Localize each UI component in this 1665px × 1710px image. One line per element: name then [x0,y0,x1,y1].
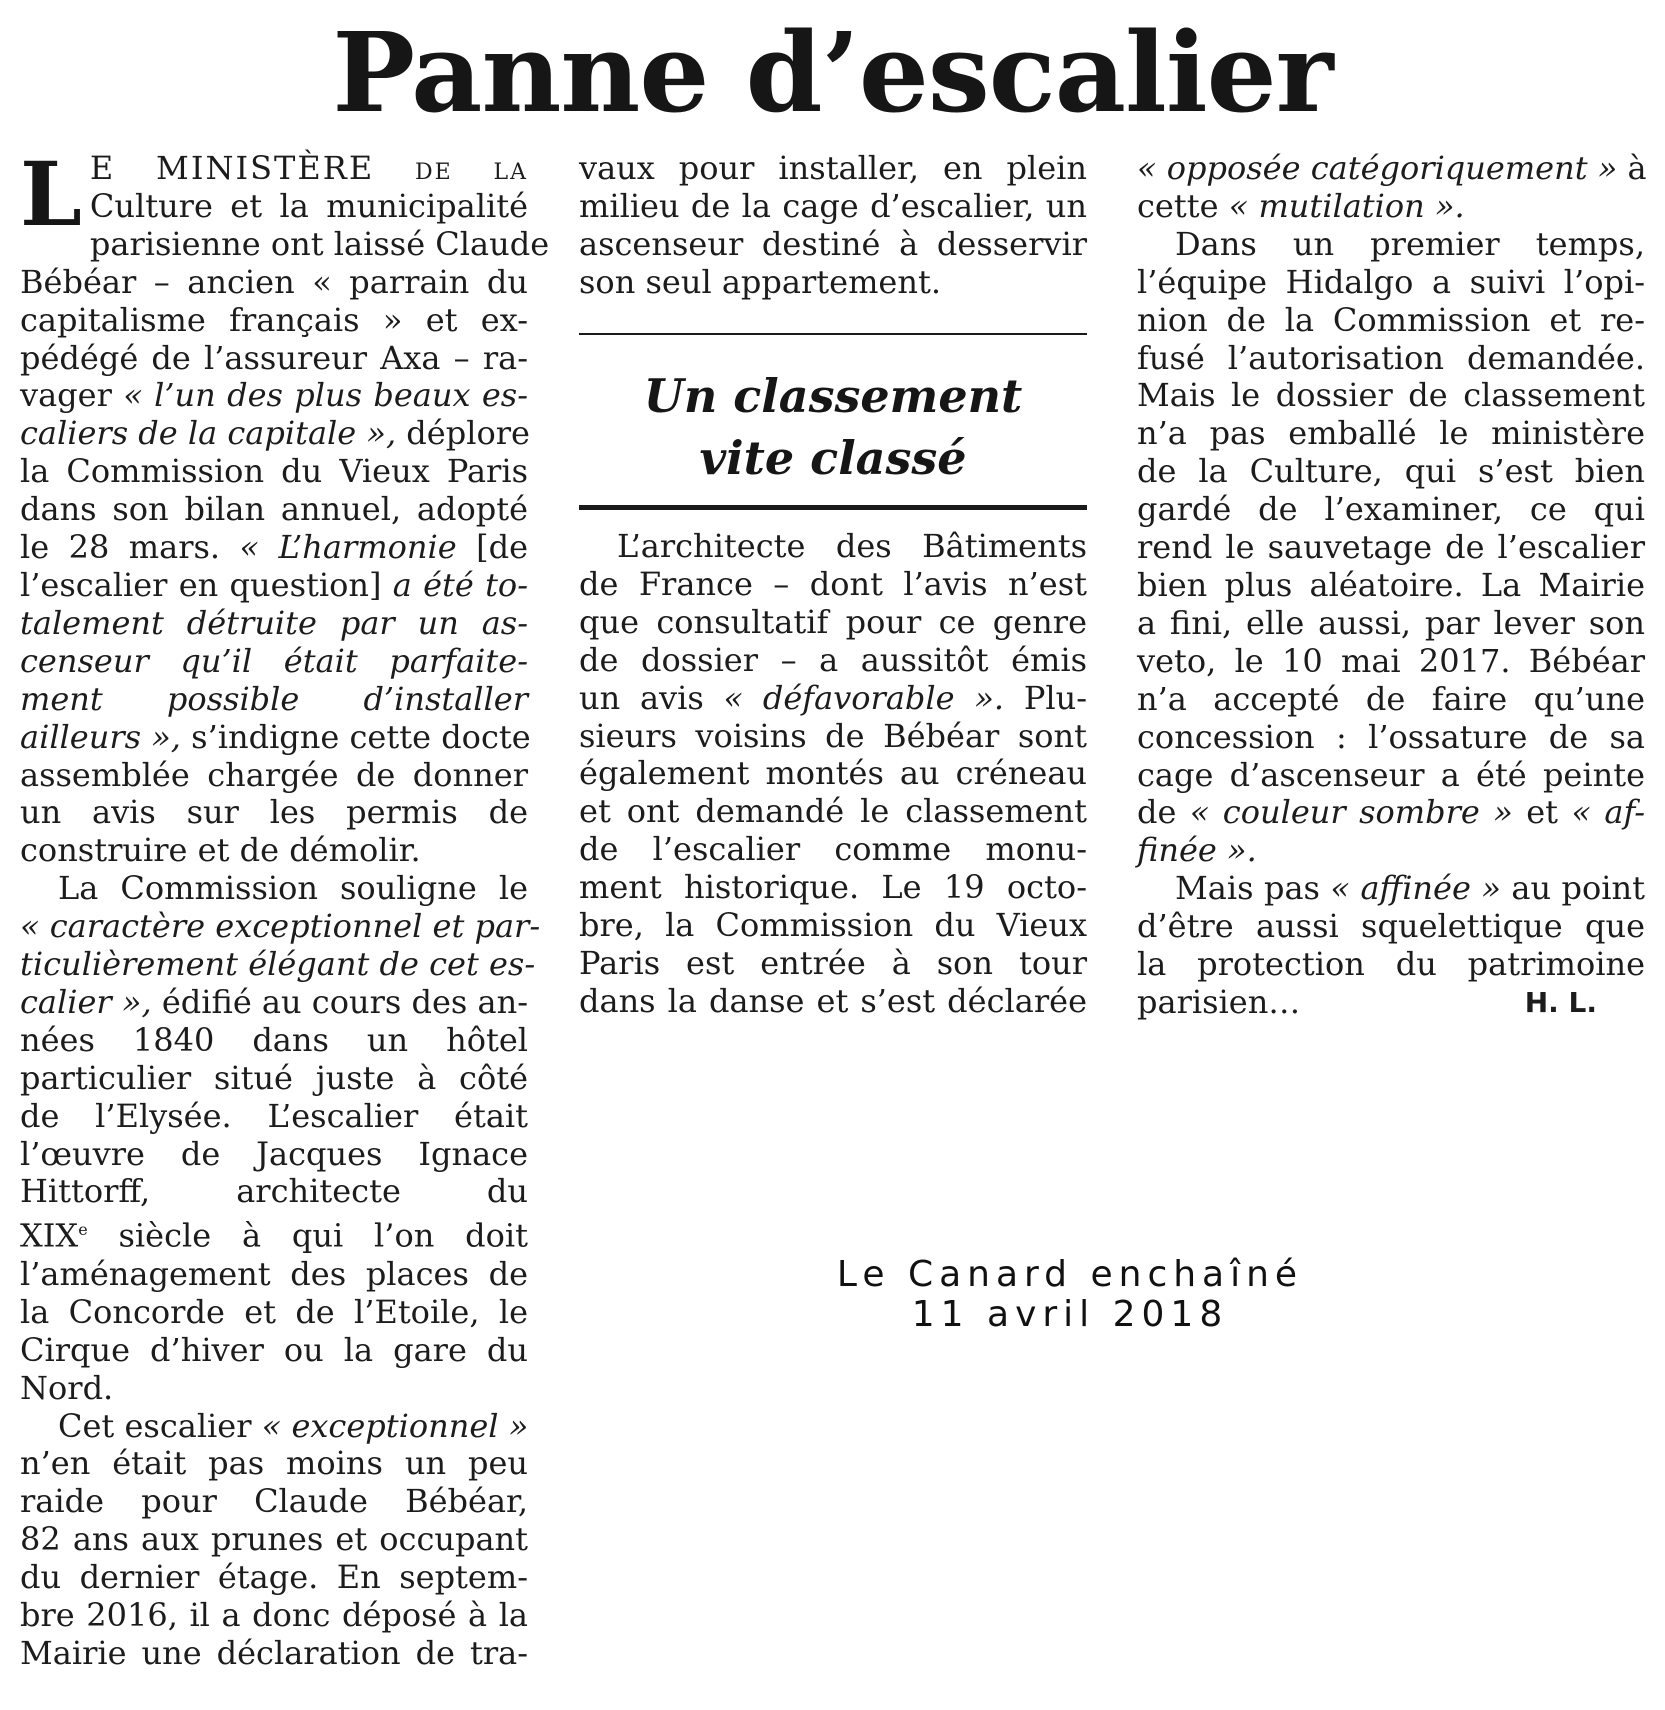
text-line: la Commission du Vieux Paris [20,452,528,491]
text-line: nées 1840 dans un hôtel [20,1020,528,1059]
text-run: déplore [396,414,530,453]
quote-run: « l’un des plus beaux es- [123,376,529,415]
text-line: finée ». [1137,831,1257,870]
text-line: La Commission souligne le [58,869,528,908]
text-run: édifié au cours des an- [151,982,529,1021]
quote-run: caliers de la capitale », [20,414,397,453]
divider-rule [579,505,1087,510]
text-run: et [1512,793,1572,832]
text-line: ment possible d’installer [20,679,528,718]
source-caption [700,1255,1440,1335]
text-run: un avis [579,678,724,717]
text-run: parisien… [1137,982,1301,1021]
text-line: parisienne ont laissé Claude [89,224,550,263]
text-run: Cet escalier [58,1406,262,1445]
text-line: Dans un premier temps, [1175,224,1645,263]
text-line: Hittorff, architecte du [20,1172,528,1211]
text-line: dans la danse et s’est déclarée [579,981,1087,1020]
paragraph [579,528,1087,1021]
text-line: bre, la Commission du Vieux [579,906,1087,945]
text-line [1137,150,1645,188]
article-column-3 [1137,150,1645,1022]
text-line: Nord. [20,1368,114,1407]
source-date: 11 avril 2018 [911,1294,1229,1335]
text-line: ticulièrement élégant de cet es- [20,945,536,984]
text-line: milieu de la cage d’escalier, un [579,186,1087,225]
text-line: construire et de démolir. [20,831,421,870]
subhead-line: vite classé [699,431,967,485]
text-line: l’aménagement des places de [20,1254,528,1293]
text-run: XIX [20,1217,79,1256]
text-line: d’être aussi squelettique que [1137,907,1645,946]
text-line: la protection du patrimoine [1137,945,1645,984]
text-line: concession : l’ossature de sa [1137,717,1645,756]
text-line [20,717,531,757]
source-publication: Le Canard enchaîné [836,1254,1304,1295]
paragraph [20,869,541,1407]
text-line [20,984,528,1022]
text-line: l’œuvre de Jacques Ignace [20,1134,528,1173]
drop-cap: L [20,142,82,246]
text-line [1137,794,1645,832]
text-run: Plu- [1004,678,1088,717]
paragraph [20,1408,528,1673]
text-line: de l’escalier comme monu- [579,830,1087,869]
text-line [1137,870,1645,908]
text-line: que consultatif pour ce genre [579,602,1087,641]
text-line: 82 ans aux prunes et occupant [20,1520,528,1559]
text-line: bre 2016, il a donc déposé à la [20,1596,528,1635]
text-line [1137,984,1645,1022]
text-line [1137,188,1645,226]
text-line [579,680,1087,718]
text-line: n’en était pas moins un peu [20,1444,528,1483]
text-line: rend le sauvetage de l’escalier [1137,528,1645,567]
text-line: et ont demandé le classement [579,792,1087,831]
text-line: n’a pas emballé le ministère [1137,414,1645,453]
text-line: n’a accepté de faire qu’une [1137,679,1645,718]
text-line: Paris est entrée à son tour [579,943,1087,982]
text-line [20,1408,528,1446]
text-run: à [1617,149,1647,187]
text-line: la Concorde et de l’Etoile, le [20,1292,528,1331]
text-line: particulier situé juste à côté [20,1058,528,1097]
text-line [20,377,528,415]
text-line: Culture et la municipalité [89,186,528,225]
text-line: vaux pour installer, en plein [579,149,1087,187]
text-line: sieurs voisins de Bébéar sont [579,716,1087,755]
paragraph [1137,150,1645,226]
text-line: du dernier étage. En septem- [20,1558,528,1597]
text-line: son seul appartement. [579,262,941,301]
text-line: également montés au créneau [579,754,1087,793]
text-line: L’architecte des Bâtiments [617,527,1087,565]
text-line: « caractère exceptionnel et par- [20,907,541,946]
text-line: un avis sur les permis de [20,793,528,832]
text-line: censeur qu’il était parfaite- [20,641,528,680]
text-run: Mais pas [1175,869,1331,908]
text-line: de France – dont l’avis n’est [579,564,1087,603]
divider-rule [579,333,1087,335]
text-line: pédégé de l’assureur Axa – ra- [20,338,528,377]
text-line: Mairie une déclaration de tra- [20,1634,528,1672]
text-line: dans son bilan annuel, adopté [20,490,528,529]
text-run: le 28 mars. [20,528,240,567]
text-line: Mais le dossier de classement [1137,376,1645,415]
text-line: ascenseur destiné à desservir [579,224,1087,263]
text-line: de l’Elysée. L’escalier était [20,1096,528,1135]
quote-run: ailleurs », [20,717,181,756]
text-line: Bébéar – ancien « parrain du [20,262,528,301]
paragraph [1137,226,1645,870]
text-run: [de [456,528,528,567]
text-run: cette [1137,186,1229,225]
text-line: capitalisme français » et ex- [20,300,528,339]
text-line: bien plus aléatoire. La Mairie [1137,565,1645,604]
text-line: de dossier – a aussitôt émis [579,640,1087,679]
article-column-1 [20,142,550,1673]
author-signature: H. L. [1524,985,1597,1019]
quote-run: « affinée » [1330,869,1501,908]
text-line: ment historique. Le 19 octo- [579,868,1087,907]
text-run: siècle à qui l’on doit [87,1217,528,1256]
headline: Panne d’escalier [332,8,1333,137]
text-line: assemblée chargée de donner [20,755,528,794]
text-line: l’équipe Hidalgo a suivi l’opi- [1137,262,1645,301]
quote-run: « défavorable ». [723,678,1005,717]
article-column-2-continued [579,528,1087,1021]
text-line: nion de la Commission et re- [1137,300,1645,339]
text-line: talement détruite par un as- [20,603,528,642]
quote-run: « mutilation ». [1228,186,1465,225]
text-line: cage d’ascenseur a été peinte [1137,755,1645,794]
text-run: vager [20,376,124,415]
subhead-line: Un classement [643,369,1023,423]
text-line: raide pour Claude Bébéar, [20,1482,528,1521]
quote-run: « couleur sombre » [1189,793,1513,832]
article-column-2 [579,150,1087,302]
text-line: gardé de l’examiner, ce qui [1137,490,1645,529]
quote-run: a été to- [392,565,528,604]
quote-run: « af- [1571,793,1646,832]
text-line [20,567,528,605]
text-line: de la Culture, qui s’est bien [1137,452,1645,491]
text-line: veto, le 10 mai 2017. Bébéar [1137,641,1645,680]
paragraph [579,150,1087,302]
text-line: E MINISTÈRE de la [89,149,528,187]
quote-run: « L’harmonie [239,528,457,567]
text-run: s’indigne cette docte [180,717,531,756]
text-line: Cirque d’hiver ou la gare du [20,1330,528,1369]
text-run: l’escalier en question] [20,565,393,604]
paragraph [20,142,550,870]
text-line: fusé l’autorisation demandée. [1137,338,1645,377]
text-line [20,1211,528,1256]
text-line [20,529,528,567]
text-run: au point [1500,869,1646,908]
section-subheading [579,365,1087,489]
text-line: a fini, elle aussi, par lever son [1137,603,1645,642]
quote-run: « opposée catégoriquement » [1137,149,1618,187]
quote-run: calier », [20,982,152,1021]
paragraph [1137,870,1645,1022]
text-line [20,415,528,453]
superscript: e [78,1220,88,1240]
text-run: de [1137,793,1190,832]
quote-run: « exceptionnel » [261,1406,529,1445]
